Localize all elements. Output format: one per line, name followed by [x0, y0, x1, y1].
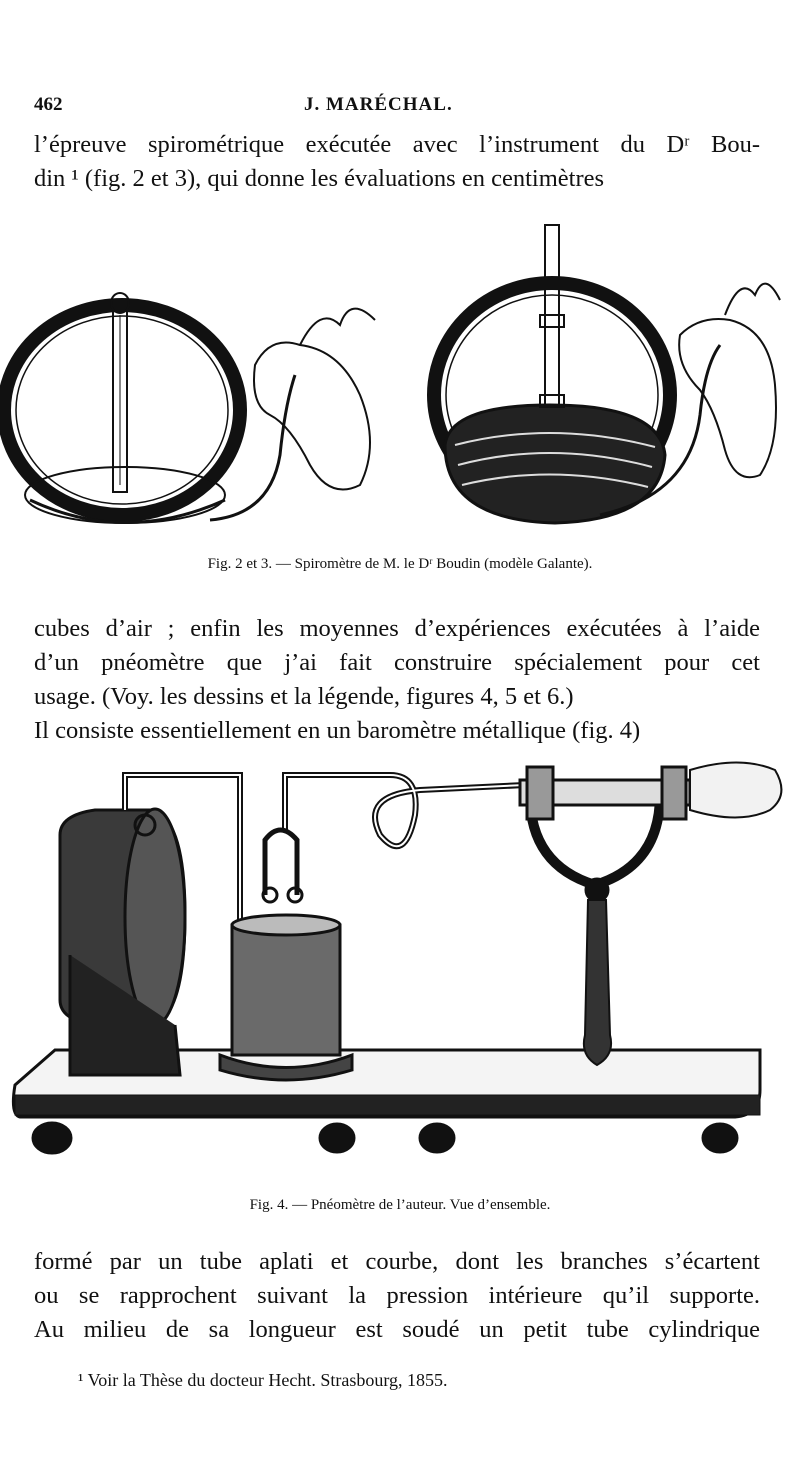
pneometer-cylinder: [232, 925, 340, 1055]
text-line: din ¹ (fig. 2 et 3), qui donne les évaluations en centimètres: [34, 165, 605, 192]
text-line: l’épreuve spirométrique exécutée avec l’instrument du Dʳ Bou-: [34, 131, 760, 158]
text-line: usage. (Voy. les dessins et la légende, figures 4, 5 et 6.): [34, 683, 574, 710]
hand-left: [254, 343, 370, 490]
text-line: formé par un tube aplati et courbe, dont les branches s’écartent: [34, 1248, 760, 1275]
text-line: ou se rapprochent suivant la pression intérieure qu’il supporte.: [34, 1282, 760, 1309]
foot: [32, 1122, 72, 1154]
paragraph-1: [34, 128, 760, 196]
spirometer-left-ring: [4, 305, 240, 515]
foot: [319, 1123, 355, 1153]
running-head: J. MARÉCHAL.: [304, 94, 453, 115]
figure-caption-4: Fig. 4. — Pnéomètre de l’auteur. Vue d’ensemble.: [249, 1197, 551, 1213]
spirometer-illustration: [0, 215, 800, 550]
mouthpiece: [690, 763, 781, 818]
page-number: 462: [34, 94, 63, 115]
page-header: [34, 94, 760, 120]
foot: [702, 1123, 738, 1153]
text-line: cubes d’air ; enfin les moyennes d’expériences exécutées à l’aide: [34, 615, 760, 642]
text-line: d’un pnéomètre que j’ai fait construire spécialement pour cet: [34, 649, 760, 676]
hand-right: [679, 319, 776, 477]
text-line: Au milieu de sa longueur est soudé un petit tube cylindrique: [34, 1316, 760, 1343]
footnote: ¹ Voir la Thèse du docteur Hecht. Strasbourg, 1855.: [78, 1370, 448, 1390]
paragraph-2: [34, 612, 760, 748]
pneometer-illustration: [0, 755, 800, 1165]
text-line: Il consiste essentiellement en un baromètre métallique (fig. 4): [34, 717, 641, 744]
foot: [419, 1123, 455, 1153]
figure-caption-2-3: Fig. 2 et 3. — Spiromètre de M. le Dʳ Boudin (modèle Galante).: [207, 556, 593, 572]
paragraph-3: [34, 1245, 760, 1347]
